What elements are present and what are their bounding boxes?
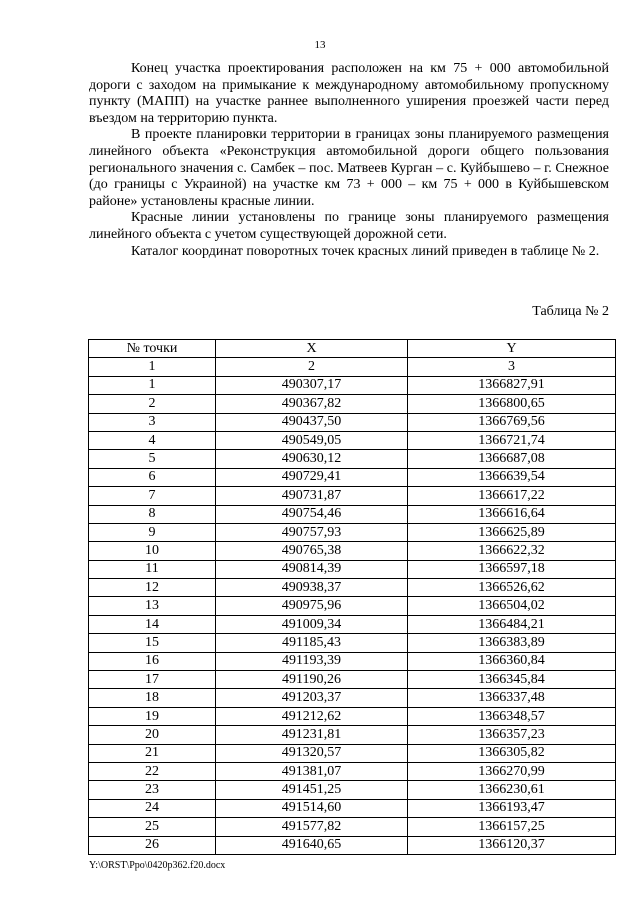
point-number-cell: 21 (89, 744, 216, 762)
body-text (89, 61, 609, 260)
y-coordinate-cell: 1366230,61 (408, 781, 616, 799)
y-coordinate-cell: 1366827,91 (408, 376, 616, 394)
table-row (89, 836, 616, 854)
table-row (89, 376, 616, 394)
point-number-cell: 15 (89, 634, 216, 652)
table-row (89, 597, 616, 615)
point-number-cell: 24 (89, 799, 216, 817)
header-point-number: № точки (89, 340, 216, 358)
point-number-cell: 9 (89, 523, 216, 541)
y-coordinate-cell: 1366617,22 (408, 487, 616, 505)
point-number-cell: 3 (89, 413, 216, 431)
x-coordinate-cell: 491185,43 (216, 634, 408, 652)
table-row (89, 542, 616, 560)
x-coordinate-cell: 491451,25 (216, 781, 408, 799)
y-coordinate-cell: 1366120,37 (408, 836, 616, 854)
x-coordinate-cell: 491009,34 (216, 615, 408, 633)
paragraph: В проекте планировки территории в границах зоны планируемого размещения линейного объекта «Реконструкция автомобильной дороги общего пользования регионального значения с. Самбек – пос. Матвеев Курган – с. Куйбышево – г. Снежное (до границы с Украиной) на участке км 73 + 000 – км 75 + 000 в Куйбышевском районе» установлены красные линии. (89, 127, 609, 209)
column-number: 3 (408, 358, 616, 376)
x-coordinate-cell: 491193,39 (216, 652, 408, 670)
y-coordinate-cell: 1366193,47 (408, 799, 616, 817)
point-number-cell: 22 (89, 762, 216, 780)
table-row (89, 505, 616, 523)
point-number-cell: 17 (89, 671, 216, 689)
column-number: 2 (216, 358, 408, 376)
table-row (89, 468, 616, 486)
x-coordinate-cell: 491190,26 (216, 671, 408, 689)
x-coordinate-cell: 491577,82 (216, 818, 408, 836)
x-coordinate-cell: 490975,96 (216, 597, 408, 615)
table-row (89, 579, 616, 597)
table-row (89, 726, 616, 744)
y-coordinate-cell: 1366687,08 (408, 450, 616, 468)
table-row (89, 560, 616, 578)
table-row (89, 450, 616, 468)
point-number-cell: 2 (89, 395, 216, 413)
point-number-cell: 16 (89, 652, 216, 670)
paragraph: Конец участка проектирования расположен на км 75 + 000 автомобильной дороги с заходом на примыкание к международному автомобильному пропускному пункту (МАПП) на участке раннее выполненного уширения проезжей части перед въездом на территорию пункта. (89, 61, 609, 126)
y-coordinate-cell: 1366337,48 (408, 689, 616, 707)
y-coordinate-cell: 1366348,57 (408, 707, 616, 725)
y-coordinate-cell: 1366721,74 (408, 431, 616, 449)
table-row (89, 431, 616, 449)
x-coordinate-cell: 490765,38 (216, 542, 408, 560)
coordinates-table (88, 339, 616, 855)
x-coordinate-cell: 490757,93 (216, 523, 408, 541)
column-number: 1 (89, 358, 216, 376)
table-row (89, 413, 616, 431)
x-coordinate-cell: 490630,12 (216, 450, 408, 468)
x-coordinate-cell: 490367,82 (216, 395, 408, 413)
point-number-cell: 8 (89, 505, 216, 523)
y-coordinate-cell: 1366305,82 (408, 744, 616, 762)
x-coordinate-cell: 490938,37 (216, 579, 408, 597)
y-coordinate-cell: 1366504,02 (408, 597, 616, 615)
y-coordinate-cell: 1366157,25 (408, 818, 616, 836)
header-y: Y (408, 340, 616, 358)
y-coordinate-cell: 1366357,23 (408, 726, 616, 744)
y-coordinate-cell: 1366383,89 (408, 634, 616, 652)
x-coordinate-cell: 490731,87 (216, 487, 408, 505)
table-row (89, 707, 616, 725)
point-number-cell: 14 (89, 615, 216, 633)
paragraph: Красные линии установлены по границе зоны планируемого размещения линейного объекта с учетом существующей дорожной сети. (89, 210, 609, 242)
y-coordinate-cell: 1366360,84 (408, 652, 616, 670)
table-row (89, 523, 616, 541)
x-coordinate-cell: 491231,81 (216, 726, 408, 744)
point-number-cell: 13 (89, 597, 216, 615)
x-coordinate-cell: 490549,05 (216, 431, 408, 449)
y-coordinate-cell: 1366616,64 (408, 505, 616, 523)
y-coordinate-cell: 1366800,65 (408, 395, 616, 413)
point-number-cell: 10 (89, 542, 216, 560)
table-row (89, 689, 616, 707)
y-coordinate-cell: 1366484,21 (408, 615, 616, 633)
point-number-cell: 19 (89, 707, 216, 725)
table-row (89, 395, 616, 413)
page-number: 13 (314, 39, 326, 51)
x-coordinate-cell: 491203,37 (216, 689, 408, 707)
table-row (89, 671, 616, 689)
point-number-cell: 7 (89, 487, 216, 505)
y-coordinate-cell: 1366345,84 (408, 671, 616, 689)
point-number-cell: 23 (89, 781, 216, 799)
table-row (89, 818, 616, 836)
point-number-cell: 18 (89, 689, 216, 707)
y-coordinate-cell: 1366625,89 (408, 523, 616, 541)
table-row (89, 781, 616, 799)
table-body (89, 376, 616, 854)
point-number-cell: 26 (89, 836, 216, 854)
x-coordinate-cell: 491212,62 (216, 707, 408, 725)
table-row (89, 799, 616, 817)
x-coordinate-cell: 490729,41 (216, 468, 408, 486)
y-coordinate-cell: 1366526,62 (408, 579, 616, 597)
point-number-cell: 11 (89, 560, 216, 578)
x-coordinate-cell: 490754,46 (216, 505, 408, 523)
table-caption: Таблица № 2 (532, 304, 609, 319)
table-row (89, 652, 616, 670)
x-coordinate-cell: 491381,07 (216, 762, 408, 780)
point-number-cell: 25 (89, 818, 216, 836)
y-coordinate-cell: 1366270,99 (408, 762, 616, 780)
table-row (89, 615, 616, 633)
x-coordinate-cell: 491514,60 (216, 799, 408, 817)
x-coordinate-cell: 490437,50 (216, 413, 408, 431)
point-number-cell: 6 (89, 468, 216, 486)
point-number-cell: 1 (89, 376, 216, 394)
y-coordinate-cell: 1366622,32 (408, 542, 616, 560)
table-numbering-row (89, 358, 616, 376)
table-row (89, 744, 616, 762)
table-row (89, 762, 616, 780)
table-header-row (89, 340, 616, 358)
x-coordinate-cell: 490814,39 (216, 560, 408, 578)
y-coordinate-cell: 1366639,54 (408, 468, 616, 486)
point-number-cell: 5 (89, 450, 216, 468)
y-coordinate-cell: 1366769,56 (408, 413, 616, 431)
x-coordinate-cell: 491320,57 (216, 744, 408, 762)
x-coordinate-cell: 490307,17 (216, 376, 408, 394)
point-number-cell: 4 (89, 431, 216, 449)
point-number-cell: 12 (89, 579, 216, 597)
header-x: X (216, 340, 408, 358)
table-row (89, 634, 616, 652)
y-coordinate-cell: 1366597,18 (408, 560, 616, 578)
point-number-cell: 20 (89, 726, 216, 744)
footer-file-path: Y:\ORST\Ppo\0420p362.f20.docx (89, 860, 226, 871)
x-coordinate-cell: 491640,65 (216, 836, 408, 854)
paragraph: Каталог координат поворотных точек красных линий приведен в таблице № 2. (131, 243, 600, 259)
table-row (89, 487, 616, 505)
